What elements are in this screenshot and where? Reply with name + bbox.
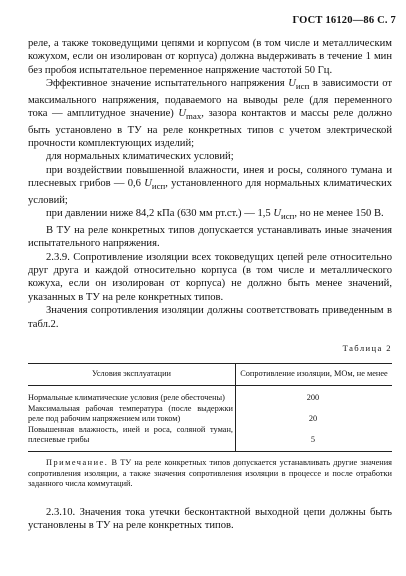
paragraph-text: , установленного для нормальных климатических условий; <box>28 178 392 206</box>
symbol-subscript: max <box>186 111 202 122</box>
symbol-u: U <box>273 208 281 220</box>
note-text: В ТУ на реле конкретных типов допускается устанавливать другие значения сопротивления изоляции, а также значения сопротивления изоляции в процессе и после отработки заданного числа коммутаций. <box>28 457 392 489</box>
paragraph-text: при давлении ниже 84,2 кПа (630 мм рт.ст.) — 1,5 <box>46 208 274 220</box>
paragraph <box>28 77 392 150</box>
table-header-row <box>28 364 392 386</box>
symbol-subscript: исп <box>281 211 295 222</box>
note-label: Примечание. <box>46 457 109 467</box>
paragraph-text: 2.3.9. Сопротивление изоляции всех токоведущих цепей реле относительно друг друга и каждой относительно корпуса (в том числе и металлического кожуха, если он изолирован от корпуса) не должно быть менее значений, указанных в ТУ на реле конкретных типов. <box>28 251 392 303</box>
table-cell-condition: Максимальная рабочая температура (после выдержки реле под рабочим напряжением или током) <box>28 404 235 425</box>
symbol-subscript: исп <box>151 181 166 192</box>
paragraph-text: Значения сопротивления изоляции должны соответствовать приведенным в табл.2. <box>28 305 392 330</box>
paragraph <box>28 207 392 224</box>
paragraph-text: Эффективное значение испытательного напряжения <box>46 78 289 90</box>
paragraph <box>28 251 392 305</box>
table-note <box>28 458 392 490</box>
symbol-subscript: исп <box>295 81 310 92</box>
paragraph <box>28 506 392 533</box>
table-row <box>28 385 392 403</box>
paragraph <box>28 164 392 207</box>
table-header-conditions: Условия эксплуатации <box>28 364 235 386</box>
table-caption: Таблица 2 <box>342 342 392 353</box>
paragraph-text: , но не менее 150 В. <box>294 208 384 220</box>
symbol-u: U <box>288 78 296 90</box>
paragraph-text: В ТУ на реле конкретных типов допускается устанавливать иные значения испытательного напряжения. <box>28 224 392 250</box>
page-header: ГОСТ 16120—86 С. 7 <box>292 15 396 26</box>
paragraph <box>28 37 392 77</box>
paragraph-text: реле, а также токоведущими цепями и корпусом (в том числе и металлическим кожухом, если он изолирован от корпуса) должна выдерживать в течение 1 мин без пробоя испытательное переменное напряжение частотой 50 Гц. <box>28 38 392 76</box>
table-row <box>28 425 392 452</box>
paragraph <box>28 304 392 331</box>
table-cell-condition: Нормальные климатические условия (реле обесточены) <box>28 385 235 403</box>
paragraph-text: , зазора контактов и массы реле должно быть установлено в ТУ на реле конкретных типов с учетом электрической прочности комплектующих изделий; <box>28 108 392 150</box>
table-cell-value: 200 <box>306 392 320 402</box>
table-row <box>28 404 392 425</box>
paragraph-text: в зависимости от максимального напряжения, подаваемого на выводы реле (для переменного тока — амплитудное значение) <box>28 78 392 120</box>
symbol-u: U <box>144 178 152 190</box>
table-header-resistance: Сопротивление изоляции, МОм, не менее <box>235 364 392 386</box>
table-cell-condition: Повышенная влажность, иней и роса, соляной туман, плесневые грибы <box>28 425 235 452</box>
table-cell-value: 20 <box>308 414 318 424</box>
paragraph-text: 2.3.10. Значения тока утечки бесконтактной выходной цепи должны быть установлены в ТУ на реле конкретных типов. <box>28 506 392 532</box>
document-body <box>28 37 392 533</box>
insulation-table <box>28 363 392 452</box>
paragraph-text: для нормальных климатических условий; <box>46 151 234 163</box>
table-cell-value: 5 <box>235 425 392 452</box>
paragraph <box>28 150 392 163</box>
paragraph-text: при воздействии повышенной влажности, инея и росы, соляного тумана и плесневых грибов — 0,6 <box>28 164 392 190</box>
paragraph <box>28 224 392 251</box>
symbol-u: U <box>178 108 187 120</box>
